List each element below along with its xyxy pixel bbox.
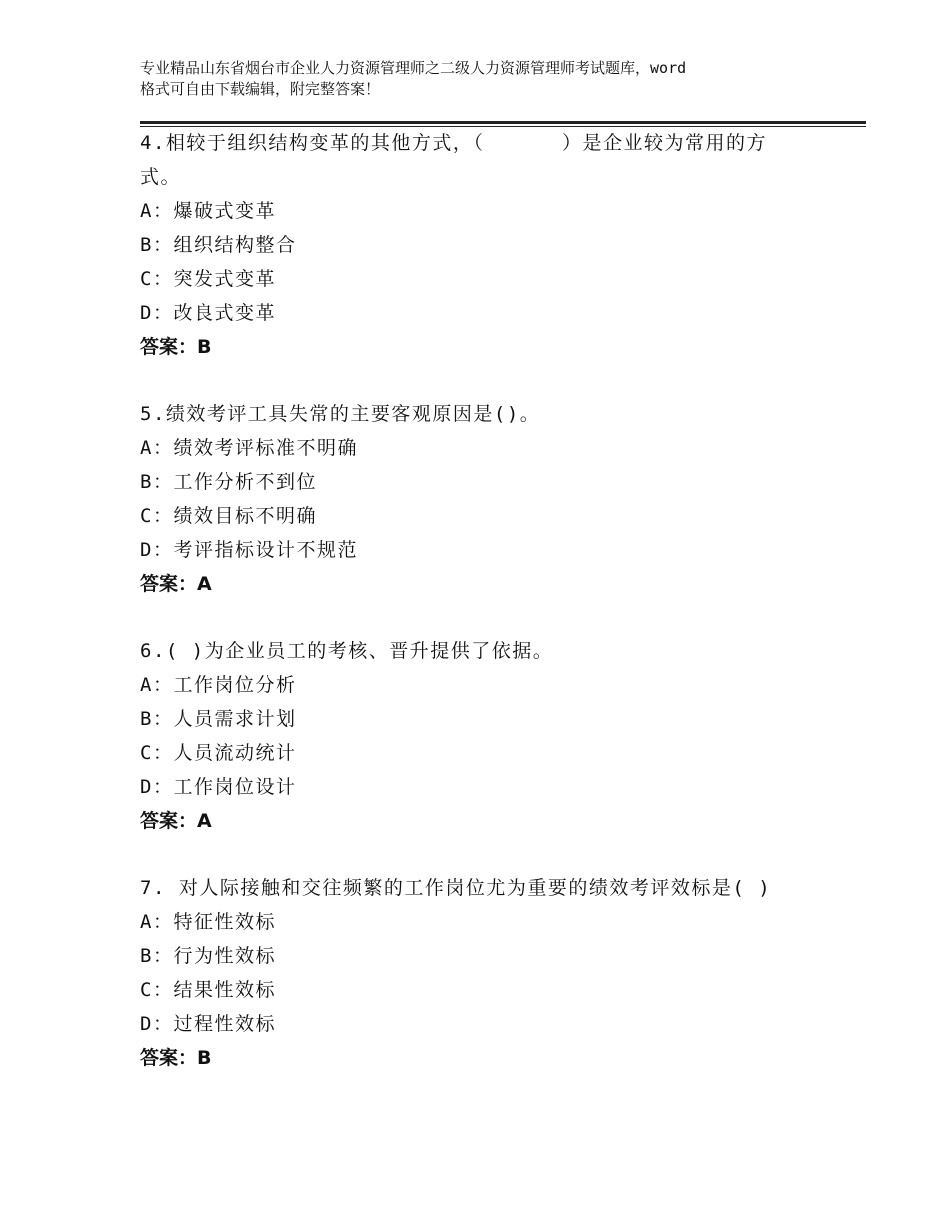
option-b: B：工作分析不到位 [140, 471, 317, 493]
option-a: A：工作岗位分析 [140, 674, 297, 696]
option-c: C：绩效目标不明确 [140, 505, 317, 527]
option-d: D：工作岗位设计 [140, 776, 297, 798]
option-a: A：绩效考评标准不明确 [140, 437, 358, 459]
option-a: A：特征性效标 [140, 911, 276, 933]
option-c: C：突发式变革 [140, 268, 276, 290]
question-stem: 5.绩效考评工具失常的主要客观原因是()。 [140, 403, 541, 425]
question-4 [140, 126, 840, 364]
option-c: C：结果性效标 [140, 979, 276, 1001]
question-list [140, 126, 840, 1108]
option-b: B：行为性效标 [140, 945, 276, 967]
question-stem: 6.( )为企业员工的考核、晋升提供了依据。 [140, 640, 554, 662]
question-stem: 7. 对人际接触和交往频繁的工作岗位尤为重要的绩效考评效标是( ) [140, 877, 772, 899]
question-7 [140, 871, 840, 1075]
header-divider-thick [140, 121, 866, 124]
answer-label: 答案：B [140, 336, 212, 358]
question-5 [140, 397, 840, 601]
option-d: D：过程性效标 [140, 1013, 276, 1035]
option-a: A：爆破式变革 [140, 200, 276, 222]
answer-label: 答案：A [140, 810, 212, 832]
option-b: B：人员需求计划 [140, 708, 297, 730]
option-b: B：组织结构整合 [140, 234, 297, 256]
option-c: C：人员流动统计 [140, 742, 297, 764]
option-d: D：改良式变革 [140, 302, 276, 324]
document-header: 专业精品山东省烟台市企业人力资源管理师之二级人力资源管理师考试题库，word 格式可自由下载编辑，附完整答案！ [140, 59, 687, 98]
question-stem: 4.相较于组织结构变革的其他方式，（ ）是企业较为常用的方式。 [140, 132, 768, 188]
answer-label: 答案：A [140, 573, 212, 595]
question-6 [140, 634, 840, 838]
answer-label: 答案：B [140, 1047, 212, 1069]
option-d: D：考评指标设计不规范 [140, 539, 358, 561]
